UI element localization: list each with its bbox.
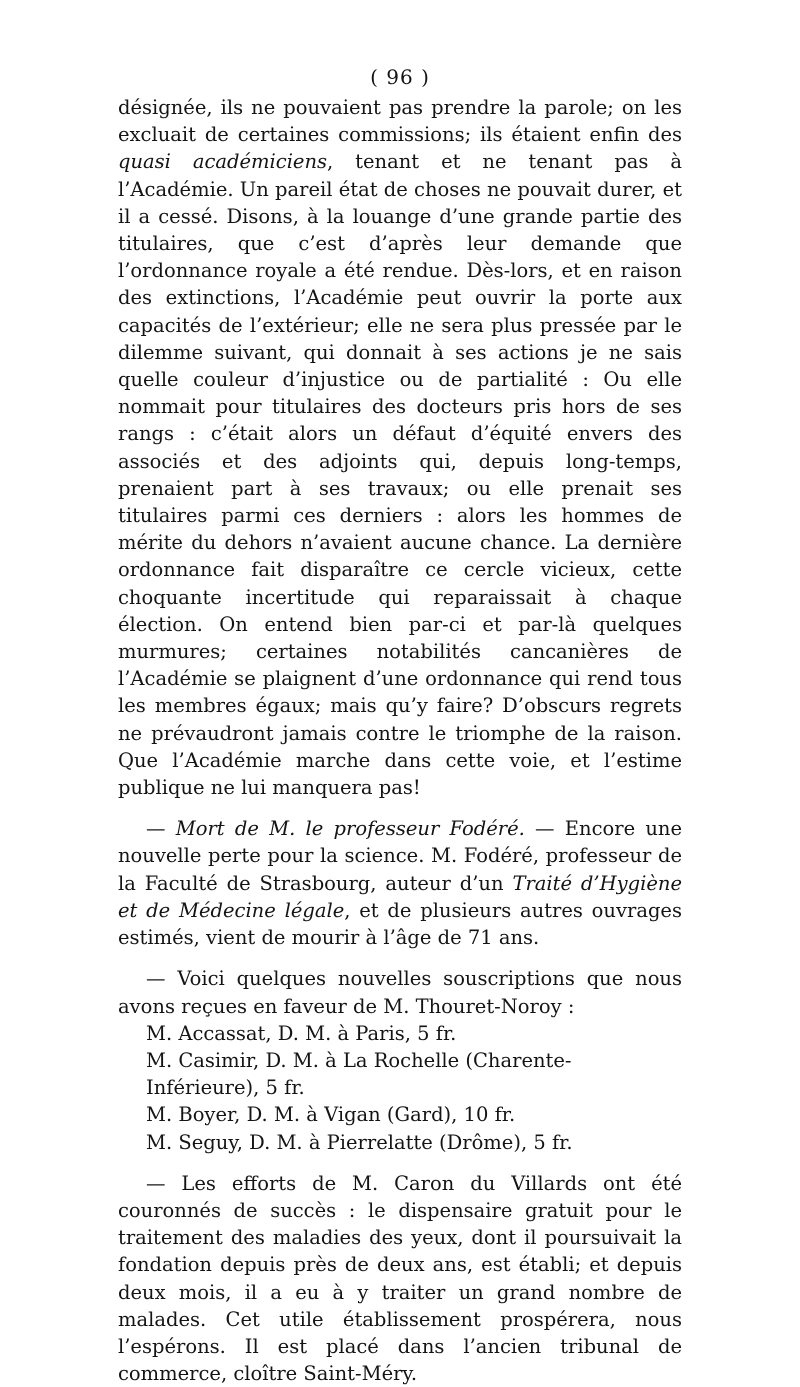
italic-book-title: Traité d’Hygiène et de Médecine légale	[118, 871, 682, 922]
paragraph-dispensary: — Les efforts de M. Caron du Villards ont été couronnés de succès : le dispensaire gratuit pour le traitement des maladies des yeux, dont il poursuivait la fondation depuis près de deux ans, est établi; et depuis deux mois, il a eu à y traiter un grand nombre de malades. Cet utile établissement prospérera, nous l’espérons. Il est placé dans l’ancien tribunal de commerce, cloître Saint-Méry.	[118, 1171, 682, 1386]
subscription-item: M. Seguy, D. M. à Pierrelatte (Drôme), 5 fr.	[146, 1130, 573, 1154]
subscription-item: M. Accassat, D. M. à Paris, 5 fr.	[146, 1021, 457, 1045]
paragraph-academy-ordinance	[118, 94, 682, 801]
italic-phrase: quasi académiciens	[118, 150, 328, 174]
body-text	[118, 94, 682, 1387]
page-number: ( 96 )	[370, 65, 430, 89]
subscription-item: M. Boyer, D. M. à Vigan (Gard), 10 fr.	[146, 1103, 516, 1127]
dash-lead: —	[146, 817, 176, 841]
text-run: , et de plusieurs autres ouvrages estimés, vient de mourir à l’âge de 71 ans.	[118, 898, 682, 950]
paragraph-fodere-obituary	[118, 815, 682, 951]
text-run: désignée, ils ne pouvaient pas prendre la parole; on les excluait de certaines commissions; ils étaient enfin des	[118, 96, 682, 147]
subscription-list	[118, 1020, 682, 1156]
subscription-item: M. Casimir, D. M. à La Rochelle (Charente-Inférieure), 5 fr.	[146, 1048, 572, 1100]
text-run: , tenant et ne tenant pas à l’Académie. Un pareil état de choses ne pouvait durer, et il a cessé. Disons, à la louange d’une grande partie des titulaires, que c’est d’après leur demande que l’ordonnance royale a été rendue. Dès-lors, et en raison des extinctions, l’Académie peut ouvrir la porte aux capacités de l’extérieur; elle ne sera plus pressée par le dilemme suivant, qui donnait à ses actions je ne sais quelle couleur d’injustice ou de partialité : Ou elle nommait pour titulaires des docteurs pris hors de ses rangs : c’était alors un défaut d’équité envers des associés et des adjoints qui, depuis long-temps, prenaient part à ses travaux; ou elle prenait ses titulaires parmi ces derniers : alors les hommes de mérite du dehors n’avaient aucune chance. La dernière ordonnance fait disparaître ce cercle vicieux, cette choquante incertitude qui reparaissait à chaque élection. On entend bien par-ci et par-là quelques murmures; certaines notabilités cancanières de l’Académie se plaignent d’une ordonnance qui rend tous les membres égaux; mais qu’y faire? D’obscurs regrets ne prévaudront jamais contre le triomphe de la raison. Que l’Académie marche dans cette voie, et l’estime publique ne lui manquera pas!	[118, 150, 682, 800]
italic-heading: Mort de M. le professeur Fodéré.	[175, 817, 525, 841]
paragraph-subscriptions-intro: — Voici quelques nouvelles souscriptions que nous avons reçues en faveur de M. Thouret-Noroy :	[118, 967, 682, 1018]
text-run: — Encore une nouvelle perte pour la science. M. Fodéré, professeur de la Faculté de Strasbourg, auteur d’un	[118, 817, 683, 895]
